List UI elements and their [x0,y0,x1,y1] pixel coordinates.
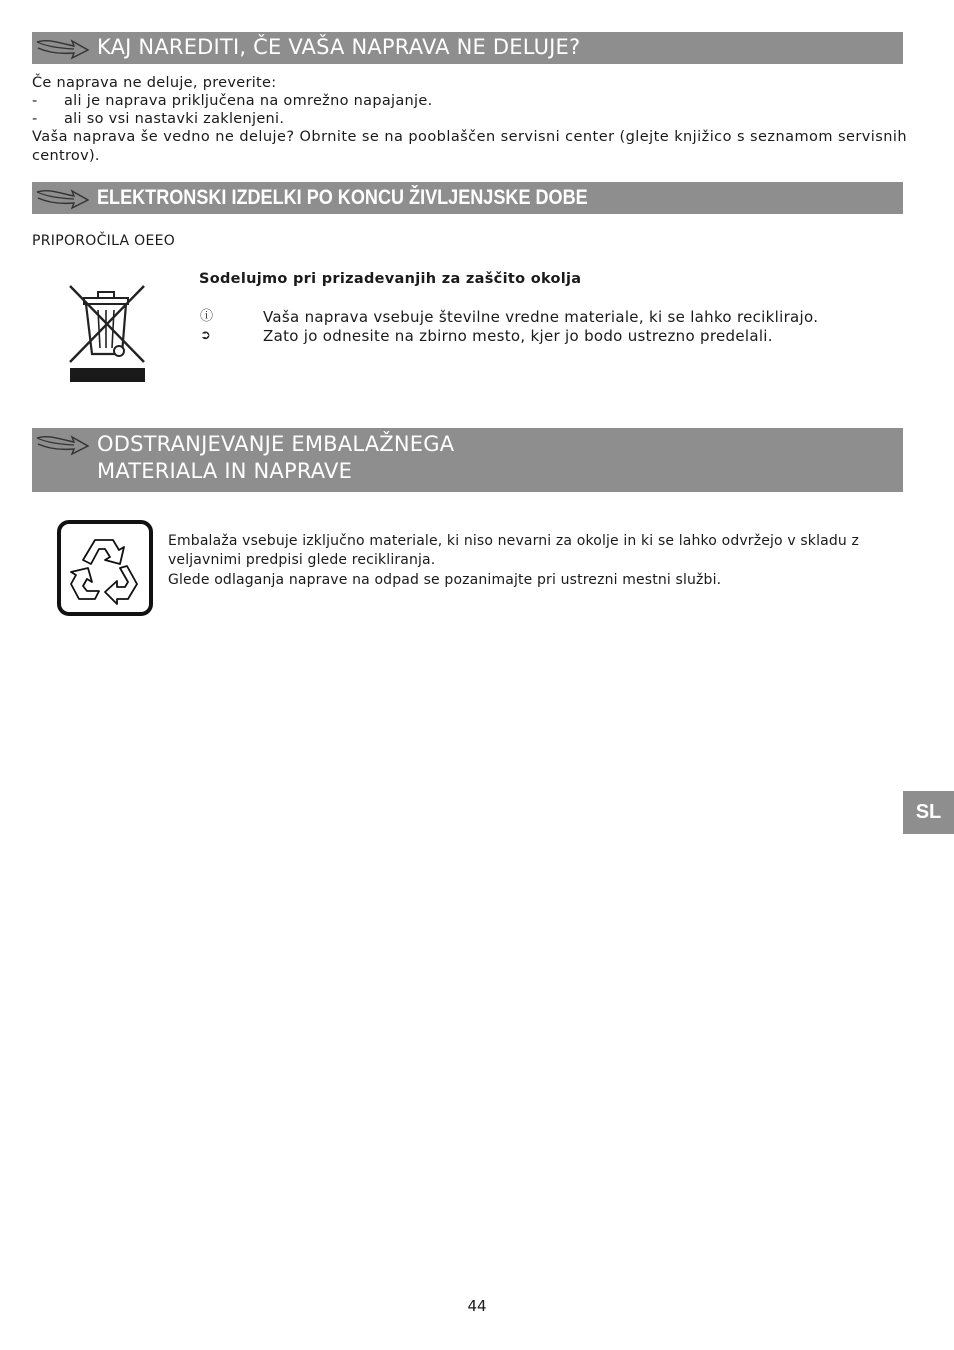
outro-text: centrov). [32,148,100,164]
arrow-bullet-icon: ➲ [200,328,212,343]
disposal-text: Embalaža vsebuje izključno materiale, ki niso nevarni za okolje in ki se lahko odvržejo v skladu z [168,533,859,549]
disposal-text: Glede odlaganja naprave na odpad se pozanimajte pri ustrezni mestni službi. [168,572,722,588]
intro-text: Če naprava ne deluje, preverite: [32,75,277,91]
arrow-icon [34,186,90,212]
arrow-text: Zato jo odnesite na zbirno mesto, kjer jo bodo ustrezno predelali. [263,327,773,345]
section-title: ELEKTRONSKI IZDELKI PO KONCU ŽIVLJENJSKE DOBE [97,186,588,209]
disposal-text: veljavnimi predpisi glede recikliranja. [168,552,436,568]
list-item: - ali je naprava priključena na omrežno napajanje. [32,93,433,109]
outro-text: Vaša naprava še vedno ne deluje? Obrnite se na pooblaščen servisni center (glejte knjižico s seznamom servisnih [32,129,908,145]
subtitle: PRIPOROČILA OEEO [32,233,176,249]
section-header-disposal [32,428,903,492]
list-item: - ali so vsi nastavki zaklenjeni. [32,111,285,127]
weee-heading: Sodelujmo pri prizadevanjih za zaščito okolja [199,271,582,287]
page-number: 44 [467,1297,487,1315]
info-icon: ⓘ [200,309,214,324]
recycle-icon [57,520,153,616]
arrow-icon [34,432,90,458]
info-text: Vaša naprava vsebuje številne vredne materiale, ki se lahko reciklirajo. [263,308,819,326]
arrow-icon [34,36,90,62]
section-title-line2: MATERIALA IN NAPRAVE [97,459,353,483]
crossed-out-wheelie-bin-icon [68,284,146,382]
section-title-line1: ODSTRANJEVANJE EMBALAŽNEGA [97,432,455,456]
section-header-troubleshooting [32,32,903,64]
language-tab: SL [903,791,954,834]
section-title: KAJ NAREDITI, ČE VAŠA NAPRAVA NE DELUJE? [97,35,581,59]
section-header-weee [32,182,903,214]
